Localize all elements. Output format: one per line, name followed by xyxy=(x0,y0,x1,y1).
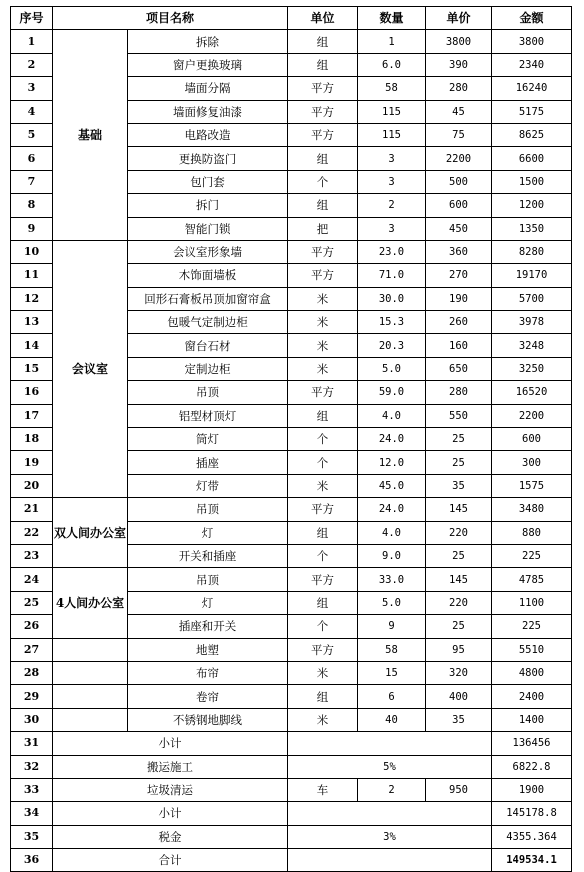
row-seq: 1 xyxy=(11,30,53,53)
row-amount: 3248 xyxy=(492,334,572,357)
row-qty: 45.0 xyxy=(358,474,426,497)
row-seq: 36 xyxy=(11,849,53,872)
row-item-name: 包门套 xyxy=(128,170,288,193)
table-row xyxy=(11,240,572,263)
row-unit: 平方 xyxy=(288,77,358,100)
table-row xyxy=(11,685,572,708)
row-item-name: 开关和插座 xyxy=(128,544,288,567)
row-amount: 3480 xyxy=(492,498,572,521)
row-qty: 6.0 xyxy=(358,53,426,76)
row-unit: 组 xyxy=(288,685,358,708)
row-qty: 5.0 xyxy=(358,357,426,380)
row-seq: 34 xyxy=(11,802,53,825)
group-double-office: 双人间办公室 xyxy=(53,498,128,568)
table-row xyxy=(11,30,572,53)
row-price: 160 xyxy=(426,334,492,357)
table-row xyxy=(11,498,572,521)
row-seq: 13 xyxy=(11,311,53,334)
row-seq: 18 xyxy=(11,428,53,451)
header-name: 项目名称 xyxy=(53,7,288,30)
row-seq: 29 xyxy=(11,685,53,708)
row-amount: 2340 xyxy=(492,53,572,76)
group-empty xyxy=(53,638,128,661)
row-amount: 600 xyxy=(492,428,572,451)
row-price: 25 xyxy=(426,428,492,451)
row-qty: 15.3 xyxy=(358,311,426,334)
row-seq: 7 xyxy=(11,170,53,193)
row-unit: 平方 xyxy=(288,638,358,661)
row-seq: 15 xyxy=(11,357,53,380)
row-seq: 27 xyxy=(11,638,53,661)
row-seq: 28 xyxy=(11,661,53,684)
row-seq: 25 xyxy=(11,591,53,614)
row-qty: 4.0 xyxy=(358,521,426,544)
summary-label: 合计 xyxy=(53,849,288,872)
row-price: 320 xyxy=(426,661,492,684)
row-qty: 15 xyxy=(358,661,426,684)
row-price: 600 xyxy=(426,194,492,217)
row-unit: 米 xyxy=(288,708,358,731)
row-price: 95 xyxy=(426,638,492,661)
summary-row xyxy=(11,778,572,801)
row-seq: 14 xyxy=(11,334,53,357)
row-seq: 11 xyxy=(11,264,53,287)
row-unit: 米 xyxy=(288,474,358,497)
row-item-name: 墙面修复油漆 xyxy=(128,100,288,123)
row-item-name: 吊顶 xyxy=(128,381,288,404)
row-item-name: 拆门 xyxy=(128,194,288,217)
row-qty: 115 xyxy=(358,100,426,123)
row-price: 25 xyxy=(426,544,492,567)
summary-label: 小计 xyxy=(53,802,288,825)
row-seq: 20 xyxy=(11,474,53,497)
row-item-name: 拆除 xyxy=(128,30,288,53)
row-seq: 8 xyxy=(11,194,53,217)
summary-row xyxy=(11,825,572,848)
row-price: 220 xyxy=(426,591,492,614)
row-unit: 组 xyxy=(288,591,358,614)
group-empty xyxy=(53,708,128,731)
group-meeting: 会议室 xyxy=(53,240,128,497)
row-price: 550 xyxy=(426,404,492,427)
row-price: 145 xyxy=(426,498,492,521)
summary-rate: 3% xyxy=(288,825,492,848)
row-qty: 3 xyxy=(358,217,426,240)
summary-label: 垃圾清运 xyxy=(53,778,288,801)
row-qty: 12.0 xyxy=(358,451,426,474)
row-unit: 组 xyxy=(288,30,358,53)
row-seq: 26 xyxy=(11,615,53,638)
row-unit: 米 xyxy=(288,334,358,357)
row-item-name: 定制边柜 xyxy=(128,357,288,380)
summary-row xyxy=(11,755,572,778)
row-unit: 米 xyxy=(288,357,358,380)
row-qty: 24.0 xyxy=(358,428,426,451)
header-seq: 序号 xyxy=(11,7,53,30)
row-price: 500 xyxy=(426,170,492,193)
row-item-name: 吊顶 xyxy=(128,568,288,591)
row-seq: 22 xyxy=(11,521,53,544)
row-price: 3800 xyxy=(426,30,492,53)
row-qty: 9 xyxy=(358,615,426,638)
row-item-name: 窗户更换玻璃 xyxy=(128,53,288,76)
row-item-name: 卷帘 xyxy=(128,685,288,708)
row-seq: 30 xyxy=(11,708,53,731)
row-seq: 19 xyxy=(11,451,53,474)
row-amount: 4785 xyxy=(492,568,572,591)
row-qty: 71.0 xyxy=(358,264,426,287)
group-base: 基础 xyxy=(53,30,128,241)
summary-amount: 4355.364 xyxy=(492,825,572,848)
row-amount: 1350 xyxy=(492,217,572,240)
row-item-name: 插座 xyxy=(128,451,288,474)
summary-amount: 1900 xyxy=(492,778,572,801)
row-amount: 19170 xyxy=(492,264,572,287)
summary-blank xyxy=(288,802,492,825)
row-seq: 21 xyxy=(11,498,53,521)
row-qty: 30.0 xyxy=(358,287,426,310)
row-item-name: 铝型材顶灯 xyxy=(128,404,288,427)
row-seq: 35 xyxy=(11,825,53,848)
row-amount: 300 xyxy=(492,451,572,474)
header-amount: 金额 xyxy=(492,7,572,30)
row-unit: 平方 xyxy=(288,123,358,146)
row-amount: 16520 xyxy=(492,381,572,404)
row-price: 25 xyxy=(426,615,492,638)
row-seq: 24 xyxy=(11,568,53,591)
row-item-name: 插座和开关 xyxy=(128,615,288,638)
header-unit: 单位 xyxy=(288,7,358,30)
summary-label: 小计 xyxy=(53,732,288,755)
row-item-name: 窗台石材 xyxy=(128,334,288,357)
row-qty: 3 xyxy=(358,147,426,170)
row-seq: 33 xyxy=(11,778,53,801)
row-price: 400 xyxy=(426,685,492,708)
row-item-name: 更换防盗门 xyxy=(128,147,288,170)
row-qty: 24.0 xyxy=(358,498,426,521)
header-row xyxy=(11,7,572,30)
row-amount: 2200 xyxy=(492,404,572,427)
row-unit: 平方 xyxy=(288,381,358,404)
header-price: 单价 xyxy=(426,7,492,30)
row-item-name: 包暖气定制边柜 xyxy=(128,311,288,334)
row-seq: 32 xyxy=(11,755,53,778)
table-row xyxy=(11,638,572,661)
group-empty xyxy=(53,661,128,684)
row-qty: 20.3 xyxy=(358,334,426,357)
row-unit: 平方 xyxy=(288,568,358,591)
table-row xyxy=(11,661,572,684)
row-unit: 个 xyxy=(288,615,358,638)
row-amount: 1500 xyxy=(492,170,572,193)
row-item-name: 地塑 xyxy=(128,638,288,661)
row-qty: 5.0 xyxy=(358,591,426,614)
summary-amount: 136456 xyxy=(492,732,572,755)
row-unit: 米 xyxy=(288,661,358,684)
row-seq: 5 xyxy=(11,123,53,146)
row-price: 220 xyxy=(426,521,492,544)
row-unit: 个 xyxy=(288,544,358,567)
row-qty: 33.0 xyxy=(358,568,426,591)
row-seq: 10 xyxy=(11,240,53,263)
row-price: 280 xyxy=(426,77,492,100)
row-seq: 9 xyxy=(11,217,53,240)
row-seq: 2 xyxy=(11,53,53,76)
row-qty: 2 xyxy=(358,194,426,217)
row-price: 75 xyxy=(426,123,492,146)
row-amount: 3250 xyxy=(492,357,572,380)
row-unit: 米 xyxy=(288,287,358,310)
row-seq: 17 xyxy=(11,404,53,427)
row-item-name: 灯带 xyxy=(128,474,288,497)
table-body xyxy=(11,7,572,872)
table-row xyxy=(11,568,572,591)
row-unit: 平方 xyxy=(288,498,358,521)
row-amount: 5700 xyxy=(492,287,572,310)
row-unit: 平方 xyxy=(288,100,358,123)
row-seq: 31 xyxy=(11,732,53,755)
row-qty: 9.0 xyxy=(358,544,426,567)
row-qty: 40 xyxy=(358,708,426,731)
row-item-name: 灯 xyxy=(128,521,288,544)
summary-amount: 149534.1 xyxy=(492,849,572,872)
row-item-name: 智能门锁 xyxy=(128,217,288,240)
row-qty: 59.0 xyxy=(358,381,426,404)
summary-amount: 145178.8 xyxy=(492,802,572,825)
row-item-name: 布帘 xyxy=(128,661,288,684)
row-price: 45 xyxy=(426,100,492,123)
row-price: 360 xyxy=(426,240,492,263)
row-price: 650 xyxy=(426,357,492,380)
row-price: 950 xyxy=(426,778,492,801)
row-amount: 8625 xyxy=(492,123,572,146)
row-price: 260 xyxy=(426,311,492,334)
row-price: 450 xyxy=(426,217,492,240)
row-unit: 组 xyxy=(288,147,358,170)
row-seq: 3 xyxy=(11,77,53,100)
row-item-name: 灯 xyxy=(128,591,288,614)
row-qty: 58 xyxy=(358,77,426,100)
row-amount: 1200 xyxy=(492,194,572,217)
row-item-name: 筒灯 xyxy=(128,428,288,451)
row-qty: 4.0 xyxy=(358,404,426,427)
row-seq: 4 xyxy=(11,100,53,123)
row-price: 2200 xyxy=(426,147,492,170)
row-amount: 16240 xyxy=(492,77,572,100)
row-qty: 23.0 xyxy=(358,240,426,263)
summary-rate: 5% xyxy=(288,755,492,778)
group-four-office: 4人间办公室 xyxy=(53,568,128,638)
row-amount: 5175 xyxy=(492,100,572,123)
quotation-table xyxy=(10,6,572,872)
row-item-name: 吊顶 xyxy=(128,498,288,521)
row-qty: 1 xyxy=(358,30,426,53)
row-price: 35 xyxy=(426,708,492,731)
row-price: 145 xyxy=(426,568,492,591)
summary-label: 税金 xyxy=(53,825,288,848)
row-amount: 6600 xyxy=(492,147,572,170)
row-price: 270 xyxy=(426,264,492,287)
row-seq: 12 xyxy=(11,287,53,310)
row-amount: 225 xyxy=(492,544,572,567)
row-unit: 车 xyxy=(288,778,358,801)
row-seq: 23 xyxy=(11,544,53,567)
row-seq: 6 xyxy=(11,147,53,170)
row-price: 35 xyxy=(426,474,492,497)
row-seq: 16 xyxy=(11,381,53,404)
row-unit: 组 xyxy=(288,521,358,544)
summary-row xyxy=(11,802,572,825)
row-qty: 6 xyxy=(358,685,426,708)
row-amount: 1100 xyxy=(492,591,572,614)
row-item-name: 回形石膏板吊顶加窗帘盒 xyxy=(128,287,288,310)
table-row xyxy=(11,708,572,731)
row-unit: 把 xyxy=(288,217,358,240)
row-amount: 2400 xyxy=(492,685,572,708)
row-qty: 58 xyxy=(358,638,426,661)
row-qty: 2 xyxy=(358,778,426,801)
row-unit: 米 xyxy=(288,311,358,334)
row-unit: 平方 xyxy=(288,264,358,287)
row-unit: 组 xyxy=(288,404,358,427)
row-item-name: 不锈钢地脚线 xyxy=(128,708,288,731)
row-item-name: 木饰面墙板 xyxy=(128,264,288,287)
row-price: 390 xyxy=(426,53,492,76)
row-unit: 组 xyxy=(288,53,358,76)
row-price: 25 xyxy=(426,451,492,474)
row-item-name: 会议室形象墙 xyxy=(128,240,288,263)
row-amount: 4800 xyxy=(492,661,572,684)
row-amount: 5510 xyxy=(492,638,572,661)
row-amount: 8280 xyxy=(492,240,572,263)
header-qty: 数量 xyxy=(358,7,426,30)
row-amount: 225 xyxy=(492,615,572,638)
row-amount: 3800 xyxy=(492,30,572,53)
summary-row xyxy=(11,732,572,755)
row-item-name: 电路改造 xyxy=(128,123,288,146)
row-unit: 个 xyxy=(288,170,358,193)
row-price: 190 xyxy=(426,287,492,310)
summary-blank xyxy=(288,849,492,872)
row-qty: 115 xyxy=(358,123,426,146)
summary-blank xyxy=(288,732,492,755)
row-unit: 平方 xyxy=(288,240,358,263)
row-amount: 1400 xyxy=(492,708,572,731)
row-item-name: 墙面分隔 xyxy=(128,77,288,100)
row-unit: 个 xyxy=(288,428,358,451)
row-price: 280 xyxy=(426,381,492,404)
row-amount: 1575 xyxy=(492,474,572,497)
row-amount: 880 xyxy=(492,521,572,544)
group-empty xyxy=(53,685,128,708)
row-qty: 3 xyxy=(358,170,426,193)
summary-amount: 6822.8 xyxy=(492,755,572,778)
summary-label: 搬运施工 xyxy=(53,755,288,778)
row-amount: 3978 xyxy=(492,311,572,334)
row-unit: 组 xyxy=(288,194,358,217)
summary-row xyxy=(11,849,572,872)
row-unit: 个 xyxy=(288,451,358,474)
